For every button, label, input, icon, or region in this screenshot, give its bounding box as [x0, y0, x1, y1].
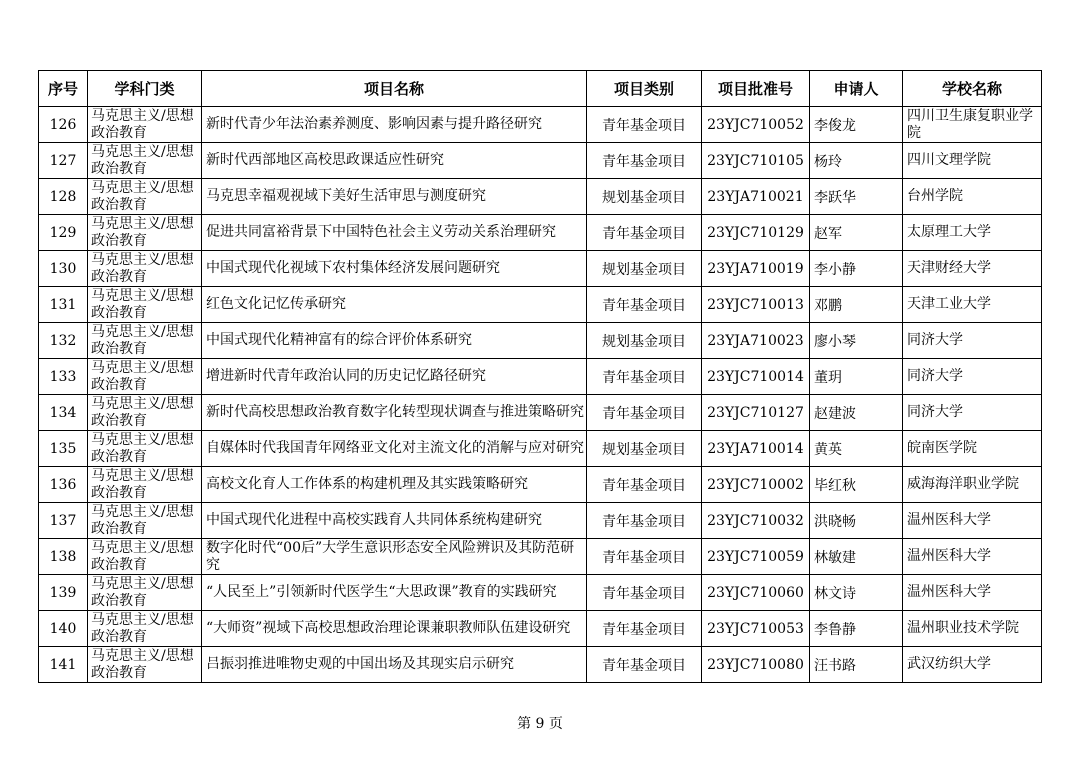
table-row: [39, 503, 1042, 539]
cell-applicant: [810, 251, 903, 287]
cell-serial-text: 136: [49, 476, 77, 493]
cell-applicant: [810, 647, 903, 683]
cell-project-type: [587, 611, 702, 647]
cell-applicant: [810, 107, 903, 143]
cell-approval-number: [702, 575, 810, 611]
table-row: [39, 467, 1042, 503]
cell-project-name-text: 马克思幸福观视域下美好生活审思与测度研究: [206, 188, 486, 204]
cell-project-type: [587, 647, 702, 683]
cell-project-name: [202, 179, 587, 215]
cell-project-name: [202, 467, 587, 503]
header-approval-number: 项目批准号: [702, 71, 810, 107]
cell-serial: [39, 395, 88, 431]
cell-applicant-text: 董玥: [814, 369, 842, 386]
cell-approval-number-text: 23YJC710032: [707, 512, 804, 529]
header-applicant: 申请人: [810, 71, 903, 107]
cell-serial-text: 138: [49, 548, 77, 565]
cell-school-text: 温州职业技术学院: [907, 620, 1019, 636]
header-school: 学校名称: [903, 71, 1042, 107]
cell-approval-number: [702, 359, 810, 395]
cell-school: [903, 215, 1042, 251]
cell-subject-text: 马克思主义/思想政治教育: [91, 539, 194, 573]
cell-project-type-text: 规划基金项目: [602, 261, 686, 278]
cell-project-name: [202, 395, 587, 431]
cell-project-name: [202, 647, 587, 683]
cell-subject: [88, 179, 202, 215]
cell-school-text: 温州医科大学: [907, 584, 991, 600]
table-row: [39, 143, 1042, 179]
cell-project-type: [587, 431, 702, 467]
cell-approval-number: [702, 611, 810, 647]
cell-project-type: [587, 179, 702, 215]
cell-subject-text: 马克思主义/思想政治教育: [91, 431, 194, 465]
cell-applicant: [810, 611, 903, 647]
cell-project-name: [202, 287, 587, 323]
cell-approval-number-text: 23YJA710019: [707, 260, 804, 277]
cell-applicant-text: 李俊龙: [814, 117, 856, 134]
cell-approval-number-text: 23YJA710014: [707, 440, 804, 457]
cell-project-name-text: 吕振羽推进唯物史观的中国出场及其现实启示研究: [206, 656, 514, 672]
cell-school: [903, 359, 1042, 395]
cell-school: [903, 179, 1042, 215]
cell-project-type: [587, 395, 702, 431]
cell-project-name-text: 高校文化育人工作体系的构建机理及其实践策略研究: [206, 476, 528, 492]
cell-approval-number-text: 23YJC710060: [707, 584, 804, 601]
cell-project-name: [202, 215, 587, 251]
cell-approval-number: [702, 395, 810, 431]
cell-serial-text: 128: [49, 188, 77, 205]
cell-subject: [88, 143, 202, 179]
cell-approval-number-text: 23YJC710059: [707, 548, 804, 565]
table-row: [39, 215, 1042, 251]
cell-project-type-text: 青年基金项目: [602, 297, 686, 314]
cell-serial-text: 126: [49, 116, 77, 133]
cell-school-text: 天津财经大学: [907, 260, 991, 276]
cell-school: [903, 539, 1042, 575]
cell-serial-text: 141: [49, 656, 77, 673]
cell-approval-number-text: 23YJC710080: [707, 656, 804, 673]
cell-project-type: [587, 467, 702, 503]
cell-project-type-text: 青年基金项目: [602, 513, 686, 530]
cell-subject-text: 马克思主义/思想政治教育: [91, 359, 194, 393]
cell-applicant-text: 赵建波: [814, 405, 856, 422]
cell-project-name-text: 中国式现代化进程中高校实践育人共同体系统构建研究: [206, 512, 542, 528]
cell-project-name-text: 自媒体时代我国青年网络亚文化对主流文化的消解与应对研究: [206, 440, 584, 456]
cell-project-name: [202, 323, 587, 359]
cell-project-type-text: 青年基金项目: [602, 405, 686, 422]
header-subject: 学科门类: [88, 71, 202, 107]
cell-applicant-text: 林文诗: [814, 585, 856, 602]
cell-project-name: [202, 431, 587, 467]
cell-project-type-text: 青年基金项目: [602, 477, 686, 494]
cell-serial-text: 133: [49, 368, 77, 385]
cell-school-text: 四川卫生康复职业学院: [907, 107, 1033, 141]
cell-project-name-text: 增进新时代青年政治认同的历史记忆路径研究: [206, 368, 486, 384]
cell-approval-number: [702, 539, 810, 575]
cell-project-type: [587, 287, 702, 323]
cell-serial: [39, 431, 88, 467]
cell-subject: [88, 359, 202, 395]
page-number: 第 9 页: [517, 716, 563, 732]
cell-approval-number-text: 23YJC710127: [707, 404, 804, 421]
cell-project-type-text: 青年基金项目: [602, 117, 686, 134]
cell-serial: [39, 611, 88, 647]
cell-subject-text: 马克思主义/思想政治教育: [91, 287, 194, 321]
cell-project-type-text: 青年基金项目: [602, 369, 686, 386]
table-row: [39, 647, 1042, 683]
cell-subject: [88, 539, 202, 575]
cell-school-text: 四川文理学院: [907, 152, 991, 168]
cell-applicant-text: 林敏建: [814, 549, 856, 566]
table-row: [39, 611, 1042, 647]
cell-applicant: [810, 431, 903, 467]
cell-applicant-text: 汪书路: [814, 657, 856, 674]
cell-project-name-text: “大师资”视域下高校思想政治理论课兼职教师队伍建设研究: [206, 620, 571, 636]
cell-serial-text: 134: [49, 404, 77, 421]
header-project-name: 项目名称: [202, 71, 587, 107]
table-row: [39, 359, 1042, 395]
cell-approval-number: [702, 431, 810, 467]
cell-school-text: 同济大学: [907, 368, 963, 384]
cell-project-type: [587, 107, 702, 143]
header-serial: 序号: [39, 71, 88, 107]
cell-project-type-text: 青年基金项目: [602, 657, 686, 674]
cell-applicant-text: 廖小琴: [814, 333, 856, 350]
table-header-row: [39, 71, 1042, 107]
cell-serial: [39, 647, 88, 683]
cell-serial-text: 132: [49, 332, 77, 349]
cell-approval-number: [702, 251, 810, 287]
cell-project-type: [587, 143, 702, 179]
cell-serial: [39, 575, 88, 611]
cell-project-name: [202, 143, 587, 179]
table-row: [39, 179, 1042, 215]
cell-applicant: [810, 467, 903, 503]
cell-school-text: 台州学院: [907, 188, 963, 204]
cell-school-text: 同济大学: [907, 404, 963, 420]
cell-applicant: [810, 503, 903, 539]
cell-serial-text: 137: [49, 512, 77, 529]
cell-school-text: 天津工业大学: [907, 296, 991, 312]
cell-school: [903, 107, 1042, 143]
cell-subject-text: 马克思主义/思想政治教育: [91, 611, 194, 645]
cell-approval-number: [702, 107, 810, 143]
cell-subject: [88, 611, 202, 647]
cell-serial: [39, 143, 88, 179]
table-row: [39, 575, 1042, 611]
cell-serial: [39, 467, 88, 503]
project-table: [38, 70, 1042, 683]
cell-school: [903, 503, 1042, 539]
cell-project-name-text: 中国式现代化精神富有的综合评价体系研究: [206, 332, 472, 348]
cell-approval-number: [702, 179, 810, 215]
cell-school-text: 武汉纺织大学: [907, 656, 991, 672]
cell-project-type-text: 青年基金项目: [602, 153, 686, 170]
cell-serial: [39, 287, 88, 323]
cell-subject-text: 马克思主义/思想政治教育: [91, 323, 194, 357]
cell-project-name: [202, 251, 587, 287]
cell-school: [903, 143, 1042, 179]
cell-approval-number-text: 23YJA710023: [707, 332, 804, 349]
cell-subject: [88, 395, 202, 431]
cell-project-type: [587, 251, 702, 287]
cell-serial-text: 140: [49, 620, 77, 637]
cell-applicant-text: 李小静: [814, 261, 856, 278]
cell-serial: [39, 107, 88, 143]
cell-approval-number: [702, 467, 810, 503]
cell-subject: [88, 467, 202, 503]
cell-project-type-text: 青年基金项目: [602, 585, 686, 602]
cell-subject: [88, 107, 202, 143]
cell-project-name-text: 新时代西部地区高校思政课适应性研究: [206, 152, 444, 168]
cell-school: [903, 287, 1042, 323]
cell-subject: [88, 431, 202, 467]
cell-applicant-text: 黄英: [814, 441, 842, 458]
cell-serial: [39, 359, 88, 395]
cell-subject-text: 马克思主义/思想政治教育: [91, 467, 194, 501]
cell-approval-number-text: 23YJC710105: [707, 152, 804, 169]
cell-serial-text: 135: [49, 440, 77, 457]
table-row: [39, 251, 1042, 287]
cell-school-text: 温州医科大学: [907, 512, 991, 528]
cell-serial: [39, 251, 88, 287]
cell-serial-text: 130: [49, 260, 77, 277]
cell-school-text: 皖南医学院: [907, 440, 977, 456]
cell-serial-text: 139: [49, 584, 77, 601]
cell-subject-text: 马克思主义/思想政治教育: [91, 647, 194, 681]
table-row: [39, 539, 1042, 575]
cell-subject: [88, 323, 202, 359]
cell-applicant-text: 李跃华: [814, 189, 856, 206]
cell-project-name-text: 新时代青少年法治素养测度、影响因素与提升路径研究: [206, 116, 542, 132]
cell-subject: [88, 575, 202, 611]
cell-subject-text: 马克思主义/思想政治教育: [91, 107, 194, 141]
table-row: [39, 287, 1042, 323]
cell-applicant-text: 邓鹏: [814, 297, 842, 314]
cell-applicant: [810, 575, 903, 611]
cell-applicant: [810, 395, 903, 431]
cell-applicant: [810, 539, 903, 575]
cell-school-text: 温州医科大学: [907, 548, 991, 564]
cell-applicant: [810, 179, 903, 215]
cell-subject-text: 马克思主义/思想政治教育: [91, 575, 194, 609]
cell-project-name-text: 新时代高校思想政治教育数字化转型现状调查与推进策略研究: [206, 404, 584, 420]
cell-school-text: 威海海洋职业学院: [907, 476, 1019, 492]
cell-approval-number-text: 23YJC710052: [707, 116, 804, 133]
cell-approval-number: [702, 287, 810, 323]
cell-serial: [39, 539, 88, 575]
table-row: [39, 395, 1042, 431]
cell-project-type: [587, 359, 702, 395]
cell-approval-number: [702, 323, 810, 359]
cell-applicant: [810, 287, 903, 323]
cell-subject-text: 马克思主义/思想政治教育: [91, 251, 194, 285]
cell-subject-text: 马克思主义/思想政治教育: [91, 503, 194, 537]
cell-approval-number: [702, 503, 810, 539]
cell-project-type-text: 规划基金项目: [602, 333, 686, 350]
cell-project-name-text: 促进共同富裕背景下中国特色社会主义劳动关系治理研究: [206, 224, 556, 240]
cell-school: [903, 467, 1042, 503]
cell-approval-number-text: 23YJC710002: [707, 476, 804, 493]
cell-subject: [88, 647, 202, 683]
cell-serial: [39, 503, 88, 539]
cell-project-type-text: 青年基金项目: [602, 621, 686, 638]
cell-applicant: [810, 215, 903, 251]
cell-project-name-text: 红色文化记忆传承研究: [206, 296, 346, 312]
cell-school: [903, 323, 1042, 359]
cell-serial-text: 129: [49, 224, 77, 241]
table-row: [39, 431, 1042, 467]
cell-project-name: [202, 359, 587, 395]
cell-approval-number-text: 23YJC710129: [707, 224, 804, 241]
cell-applicant-text: 杨玲: [814, 153, 842, 170]
cell-project-name: [202, 503, 587, 539]
cell-applicant-text: 毕红秋: [814, 477, 856, 494]
cell-applicant-text: 李鲁静: [814, 621, 856, 638]
cell-school: [903, 395, 1042, 431]
table-row: [39, 323, 1042, 359]
cell-project-type-text: 青年基金项目: [602, 225, 686, 242]
cell-applicant: [810, 359, 903, 395]
cell-approval-number: [702, 647, 810, 683]
cell-project-name: [202, 575, 587, 611]
cell-project-type: [587, 215, 702, 251]
cell-project-type: [587, 539, 702, 575]
cell-project-name-text: “人民至上”引领新时代医学生“大思政课”教育的实践研究: [206, 584, 557, 600]
cell-subject-text: 马克思主义/思想政治教育: [91, 215, 194, 249]
cell-project-name: [202, 107, 587, 143]
cell-subject: [88, 287, 202, 323]
cell-subject-text: 马克思主义/思想政治教育: [91, 179, 194, 213]
cell-school: [903, 251, 1042, 287]
cell-project-type-text: 规划基金项目: [602, 189, 686, 206]
cell-school: [903, 611, 1042, 647]
cell-approval-number-text: 23YJA710021: [707, 188, 804, 205]
cell-subject: [88, 251, 202, 287]
cell-project-name: [202, 611, 587, 647]
cell-serial-text: 127: [49, 152, 77, 169]
cell-serial: [39, 215, 88, 251]
cell-school-text: 太原理工大学: [907, 224, 991, 240]
cell-applicant: [810, 323, 903, 359]
cell-serial: [39, 179, 88, 215]
cell-applicant-text: 洪晓畅: [814, 513, 856, 530]
cell-project-type-text: 规划基金项目: [602, 441, 686, 458]
cell-serial-text: 131: [49, 296, 77, 313]
cell-approval-number-text: 23YJC710053: [707, 620, 804, 637]
cell-project-type: [587, 503, 702, 539]
cell-project-type-text: 青年基金项目: [602, 549, 686, 566]
cell-serial: [39, 323, 88, 359]
cell-applicant-text: 赵军: [814, 225, 842, 242]
cell-school: [903, 647, 1042, 683]
cell-school-text: 同济大学: [907, 332, 963, 348]
cell-approval-number: [702, 215, 810, 251]
cell-subject: [88, 503, 202, 539]
table-row: [39, 107, 1042, 143]
cell-project-type: [587, 323, 702, 359]
cell-applicant: [810, 143, 903, 179]
cell-project-name: [202, 539, 587, 575]
cell-school: [903, 431, 1042, 467]
cell-approval-number-text: 23YJC710013: [707, 296, 804, 313]
cell-project-name-text: 数字化时代“00后”大学生意识形态安全风险辨识及其防范研究: [206, 539, 575, 573]
cell-subject-text: 马克思主义/思想政治教育: [91, 395, 194, 429]
cell-project-name-text: 中国式现代化视域下农村集体经济发展问题研究: [206, 260, 500, 276]
cell-subject: [88, 215, 202, 251]
cell-subject-text: 马克思主义/思想政治教育: [91, 143, 194, 177]
cell-project-type: [587, 575, 702, 611]
header-project-type: 项目类别: [587, 71, 702, 107]
cell-school: [903, 575, 1042, 611]
cell-approval-number-text: 23YJC710014: [707, 368, 804, 385]
cell-approval-number: [702, 143, 810, 179]
